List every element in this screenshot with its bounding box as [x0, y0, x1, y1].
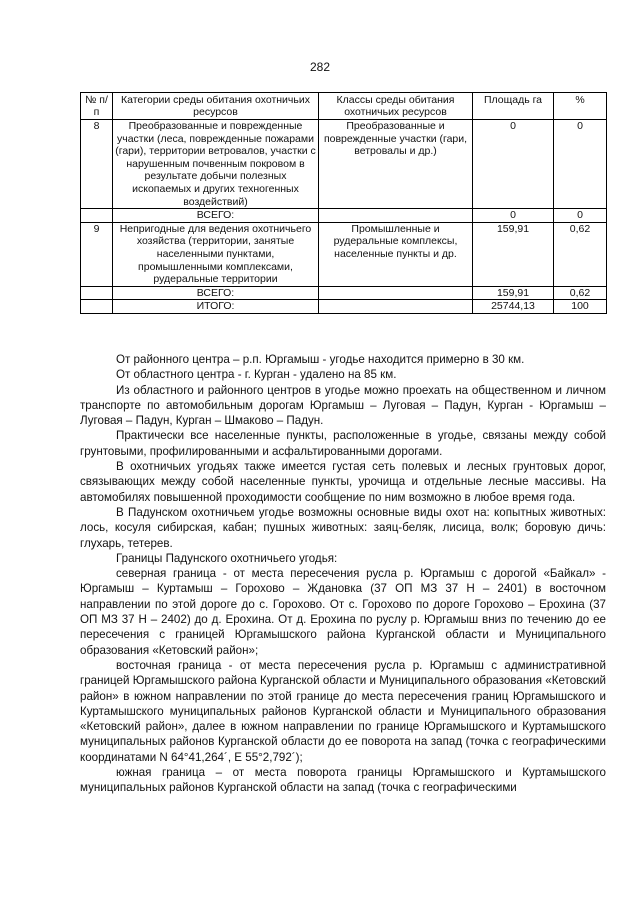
cell-category: Непригодные для ведения охотничьего хозяйства (территории, занятые населенными пунктами, промышленными комплексами, рудеральные территории	[113, 222, 319, 286]
cell-num	[81, 286, 113, 300]
cell-class	[319, 286, 473, 300]
paragraph-district-center: От районного центра – р.п. Юргамыш - угодье находится примерно в 30 км.	[116, 353, 525, 366]
col-header-class: Классы среды обитания охотничьих ресурсов	[319, 93, 473, 120]
table-row	[81, 120, 607, 209]
habitat-table	[80, 92, 607, 314]
cell-area: 0	[473, 120, 554, 209]
cell-num: 9	[81, 222, 113, 286]
col-header-num: № п/п	[81, 93, 113, 120]
paragraph-hunting-types: В Падунском охотничьем угодье возможны основные виды охот на: копытных животных: лось, косуля сибирская, кабан; пушных животных: заяц-беляк, лисица, волк; боровую дичь: глухарь, тетерев.	[80, 505, 606, 550]
table-row-subtotal	[81, 209, 607, 223]
paragraph-south-boundary: южная граница – от места поворота границы Юргамышского и Куртамышского муниципальных районов Курганской области на запад (точка с географическими	[80, 766, 606, 795]
cell-percent: 100	[554, 300, 607, 314]
cell-category: Преобразованные и поврежденные участки (леса, поврежденные пожарами (гари), территории ветровалов, участки с нарушенным почвенным покровом в результате добычи полезных ископаемых и других техногенных воздействий)	[113, 120, 319, 209]
cell-category: ИТОГО:	[113, 300, 319, 314]
cell-category: ВСЕГО:	[113, 286, 319, 300]
body-text	[80, 352, 606, 796]
cell-area: 159,91	[473, 222, 554, 286]
paragraph-east-boundary: восточная граница - от места пересечения русла р. Юргамыш с административной границей Юргамышского района Курганской области и Муниципального образования «Кетовский район» в южном направлении по этой границе до места пересечения границ Юргамышского и Куртамышского муниципальных районов Курганской области и Муниципального образования «Кетовский район», далее в южном направлении по границе Юргамышского и Куртамышского муниципальных районов Курганской области до ее поворота на запад (точка с географическими координатами N 64°41,264´, E 55°2,792´);	[80, 658, 606, 764]
cell-area: 159,91	[473, 286, 554, 300]
paragraph-boundaries-heading: Границы Падунского охотничьего угодья:	[116, 551, 338, 565]
paragraph-road-network: В охотничьих угодьях также имеется густая сеть полевых и лесных грунтовых дорог, связывающих между собой населенные пункты, урочища и отдельные лесные массивы. На автомобилях повышенной проходимости сообщение по ним возможно в любое время года.	[80, 460, 606, 504]
col-header-percent: %	[554, 93, 607, 120]
cell-area: 0	[473, 209, 554, 223]
cell-class	[319, 300, 473, 314]
table-row	[81, 222, 607, 286]
col-header-area: Площадь га	[473, 93, 554, 120]
cell-num	[81, 209, 113, 223]
table-row-total	[81, 300, 607, 314]
cell-class	[319, 209, 473, 223]
cell-category: ВСЕГО:	[113, 209, 319, 223]
paragraph-regional-center: От областного центра - г. Курган - удалено на 85 км.	[116, 368, 397, 382]
table-row-subtotal	[81, 286, 607, 300]
page-number: 282	[309, 60, 331, 74]
cell-percent: 0,62	[554, 286, 607, 300]
cell-num	[81, 300, 113, 314]
cell-percent: 0	[554, 120, 607, 209]
col-header-category: Категории среды обитания охотничьих ресурсов	[113, 93, 319, 120]
cell-num: 8	[81, 120, 113, 209]
cell-percent: 0	[554, 209, 607, 223]
cell-area: 25744,13	[473, 300, 554, 314]
cell-class: Преобразованные и поврежденные участки (гари, ветровалы и др.)	[319, 120, 473, 209]
cell-percent: 0,62	[554, 222, 607, 286]
paragraph-settlements-roads: Практически все населенные пункты, расположенные в угодье, связаны между собой грунтовыми, профилированными и асфальтированными дорогами.	[80, 429, 606, 458]
cell-class: Промышленные и рудеральные комплексы, населенные пункты и др.	[319, 222, 473, 286]
table-header-row	[81, 93, 607, 120]
paragraph-access-routes: Из областного и районного центров в угодье можно проехать на общественном и личном транспорте по автомобильным дорогам Юргамыш – Луговая – Падун, Курган - Юргамыш – Луговая – Падун, Курган – Шмаково – Падун.	[80, 383, 606, 428]
paragraph-north-boundary: северная граница - от места пересечения русла р. Юргамыш с дорогой «Байкал» - Юргамыш – Куртамыш – Горохово – Ждановка (37 ОП МЗ 37 Н – 2401) в восточном направлении по этой дороге до с. Горохово. От с. Горохово по дороге Горохово – Ерохина (37 ОП МЗ 37 Н – 2402) до д. Ерохина. От д. Ерохина по руслу р. Юргамыш вниз по течению до ее пересечения с границей Юргамышского района Курганской области и Муниципального образования «Кетовский район»;	[80, 567, 606, 657]
